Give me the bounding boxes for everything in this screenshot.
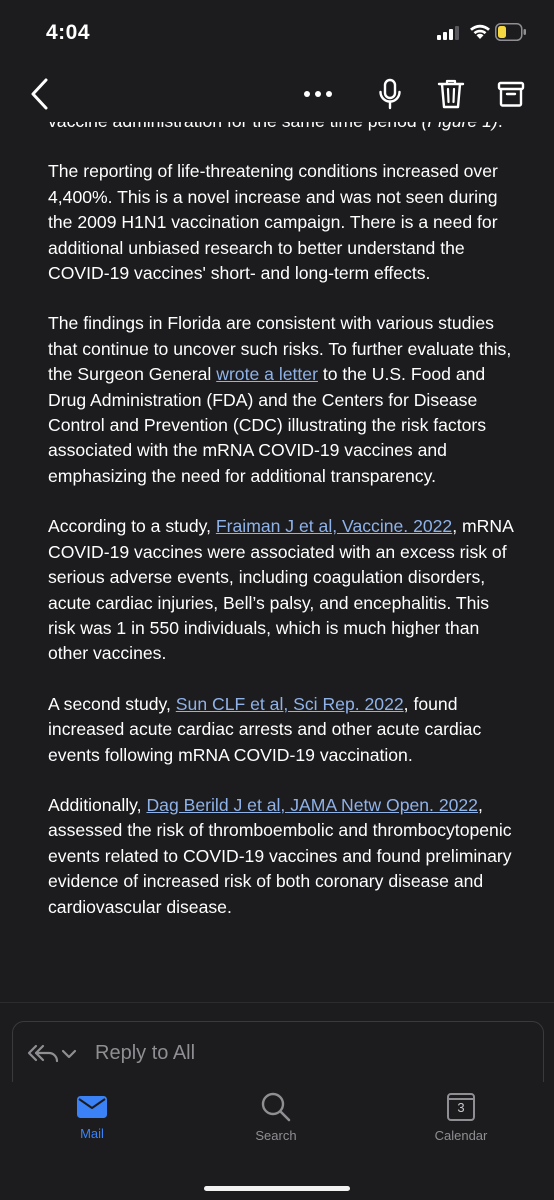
tab-calendar[interactable] (406, 1092, 516, 1162)
message-toolbar (0, 66, 554, 122)
archive-button[interactable] (491, 74, 531, 114)
more-button[interactable] (298, 74, 338, 114)
reply-bar (0, 1002, 554, 1083)
status-time: 4:04 (46, 21, 91, 44)
trash-icon (437, 78, 465, 110)
back-icon (30, 78, 50, 110)
link-dag-berild-study[interactable]: Dag Berild J et al, JAMA Netw Open. 2022 (146, 794, 478, 815)
tab-calendar-label: Calendar (434, 1128, 488, 1143)
tab-mail[interactable] (37, 1092, 147, 1162)
paragraph-life-threatening: The reporting of life-threatening conditions increased over 4,400%. This is a novel increase and was not seen during the 2009 H1N1 vaccination campaign. There is a need for additional unbiased research to better understand the COVID-19 vaccines' short- and long-term effects. (48, 161, 498, 284)
tab-search-label: Search (255, 1128, 297, 1143)
reply-placeholder: Reply to All (95, 1042, 196, 1064)
battery-icon (495, 23, 527, 41)
back-button[interactable] (20, 74, 60, 114)
link-fraiman-study[interactable]: Fraiman J et al, Vaccine. 2022 (215, 516, 453, 537)
paragraph-fraiman-study: According to a study, Fraiman J et al, Vaccine. 2022, mRNA COVID-19 vaccines were associated with an excess risk of serious adverse events, including coagulation disorders, acute cardiac injuries, Bell’s palsy, and encephalitis. This risk was 1 in 550 individuals, which is much higher than other vaccines. (48, 516, 513, 664)
signal-icon (437, 26, 459, 40)
calendar-day-number: 3 (457, 1100, 465, 1115)
microphone-icon (378, 78, 402, 110)
reply-all-icon[interactable] (27, 1043, 59, 1063)
tab-search[interactable] (221, 1092, 331, 1162)
link-wrote-a-letter[interactable]: wrote a letter (216, 364, 318, 385)
paragraph-sun-study: A second study, Sun CLF et al, Sci Rep. 2022, found increased acute cardiac arrests and other acute cardiac events following mRNA COVID-19 vaccination. (48, 693, 482, 765)
paragraph-florida-findings: The findings in Florida are consistent with various studies that continue to uncover such risks. To further evaluate this, the Surgeon General wrote a letter to the U.S. Food and Drug Administration (FDA) and the Centers for Disease Control and Prevention (CDC) illustrating the risk factors associated with the mRNA COVID-19 vaccines and emphasizing the need for additional transparency. (48, 313, 512, 486)
status-bar (0, 0, 554, 66)
search-icon (260, 1092, 292, 1122)
paragraph-dag-berild-study: Additionally, Dag Berild J et al, JAMA Netw Open. 2022, assessed the risk of thromboembolic and thrombocytopenic events related to COVID-19 vaccines and found preliminary evidence of increased risk of both coronary disease and cardiovascular disease. (48, 794, 512, 917)
tab-bar (0, 1082, 554, 1200)
message-body[interactable] (0, 122, 554, 1002)
calendar-icon (446, 1092, 476, 1122)
link-sun-study[interactable]: Sun CLF et al, Sci Rep. 2022 (175, 693, 404, 714)
dictation-button[interactable] (370, 74, 410, 114)
more-icon (303, 90, 333, 98)
chevron-down-icon[interactable] (61, 1049, 77, 1059)
delete-button[interactable] (431, 74, 471, 114)
tab-mail-label: Mail (80, 1126, 104, 1141)
message-text (48, 109, 518, 945)
archive-icon (497, 80, 525, 108)
home-indicator (204, 1186, 350, 1191)
mail-icon (76, 1092, 108, 1120)
wifi-icon (469, 23, 491, 40)
